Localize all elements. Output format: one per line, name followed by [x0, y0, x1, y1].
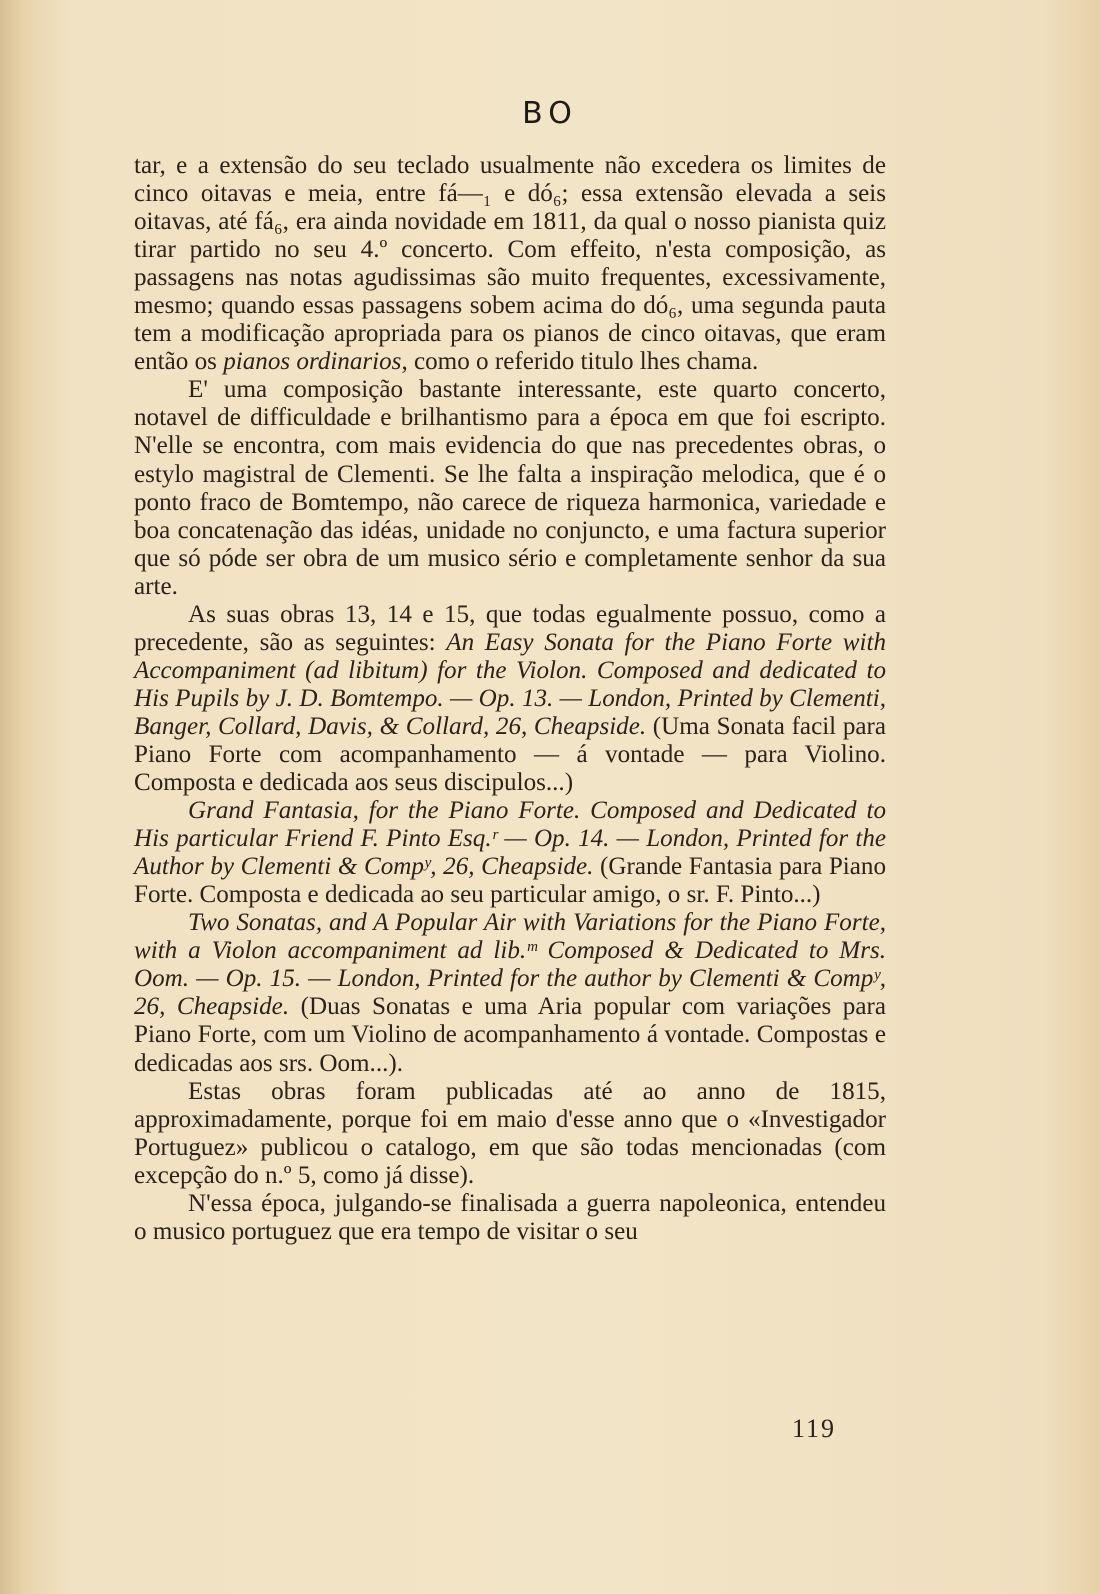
text-run: (Duas Sonatas e uma Aria popular com variações para Piano Forte, com um Violino de acompanhamento á vontade. Compostas e dedicadas aos srs. Oom...). — [134, 993, 886, 1077]
italic-run: Two Sonatas, and A Popular Air with Variations for the Piano Forte, with a Violon accompaniment ad lib.ᵐ Composed & Dedicated to Mrs. Oom. — Op. 15. — London, Printed for the author by Clementi & Compʸ, 26, Cheapside. — [134, 909, 886, 1021]
paragraph — [134, 797, 886, 909]
italic-run: An Easy Sonata for the Piano Forte with Accompaniment (ad libitum) for the Violon. Composed and dedicated to His Pupils by J. D. Bomtempo. — Op. 13. — London, Printed by Clementi, Banger, Collard, Davis, & Collard, 26, Cheapside. — [134, 628, 886, 740]
body-text — [134, 152, 886, 1246]
text-run: (Uma Sonata facil para Piano Forte com acompanhamento — á vontade — para Violino. Composta e dedicada aos seus discipulos...) — [134, 712, 886, 797]
italic-run: Grand Fantasia, for the Piano Forte. Composed and Dedicated to His particular Friend F. Pinto Esq.ʳ — Op. 14. — London, Printed for the Author by Clementi & Compʸ, 26, Cheapside. — [134, 797, 886, 881]
paragraph — [134, 601, 886, 797]
text-run: Estas obras foram publicadas até ao anno de 1815, approximadamente, porque foi em maio d'esse anno que o «Investigador Portuguez» publicou o catalogo, em que são todas mencionadas (com excepção do n.º 5, como já disse). — [134, 1077, 886, 1189]
paragraph — [134, 152, 886, 376]
text-run: E' uma composição bastante interessante, este quarto concerto, notavel de difficuldade e brilhantismo para a época em que foi escripto. N'elle se encontra, com mais evidencia do que nas precedentes obras, o estylo magistral de Clementi. Se lhe falta a inspiração melodica, que é o ponto fraco de Bomtempo, não carece de riqueza harmonica, variedade e boa concatenação das idéas, unidade no conjuncto, e uma factura superior que só póde ser obra de um musico sério e completamente senhor da sua arte. — [134, 376, 886, 600]
paragraph — [134, 376, 886, 600]
italic-run: pianos ordinarios — [223, 348, 402, 376]
page-number: 119 — [792, 1414, 837, 1443]
paragraph — [134, 909, 886, 1077]
text-run: (Grande Fantasia para Piano Forte. Composta e dedicada ao seu particular amigo, o sr. F. Pinto...) — [134, 853, 886, 909]
text-run: As suas obras 13, 14 e 15, que todas egualmente possuo, como a precedente, são as seguintes: — [134, 600, 886, 656]
paragraph — [134, 1078, 886, 1190]
text-run: N'essa época, julgando-se finalisada a guerra napoleonica, entendeu o musico portuguez que era tempo de visitar o seu — [134, 1189, 886, 1245]
paragraph — [134, 1190, 886, 1246]
running-header: BO — [522, 96, 578, 131]
text-run: , como o referido titulo lhes chama. — [401, 348, 759, 376]
text-run: tar, e a extensão do seu teclado usualmente não excedera os limites de cinco oitavas e meia, entre fá—₁ e dó₆; essa extensão elevada a seis oitavas, até fá₆, era ainda novidade em 1811, da qual o nosso pianista quiz tirar partido no seu 4.º concerto. Com effeito, n'esta composição, as passagens nas notas agudissimas são muito frequentes, excessivamente, mesmo; quando essas passagens sobem acima do dó₆, uma segunda pauta tem a modificação apropriada para os pianos de cinco oitavas, que eram então os — [134, 152, 886, 376]
